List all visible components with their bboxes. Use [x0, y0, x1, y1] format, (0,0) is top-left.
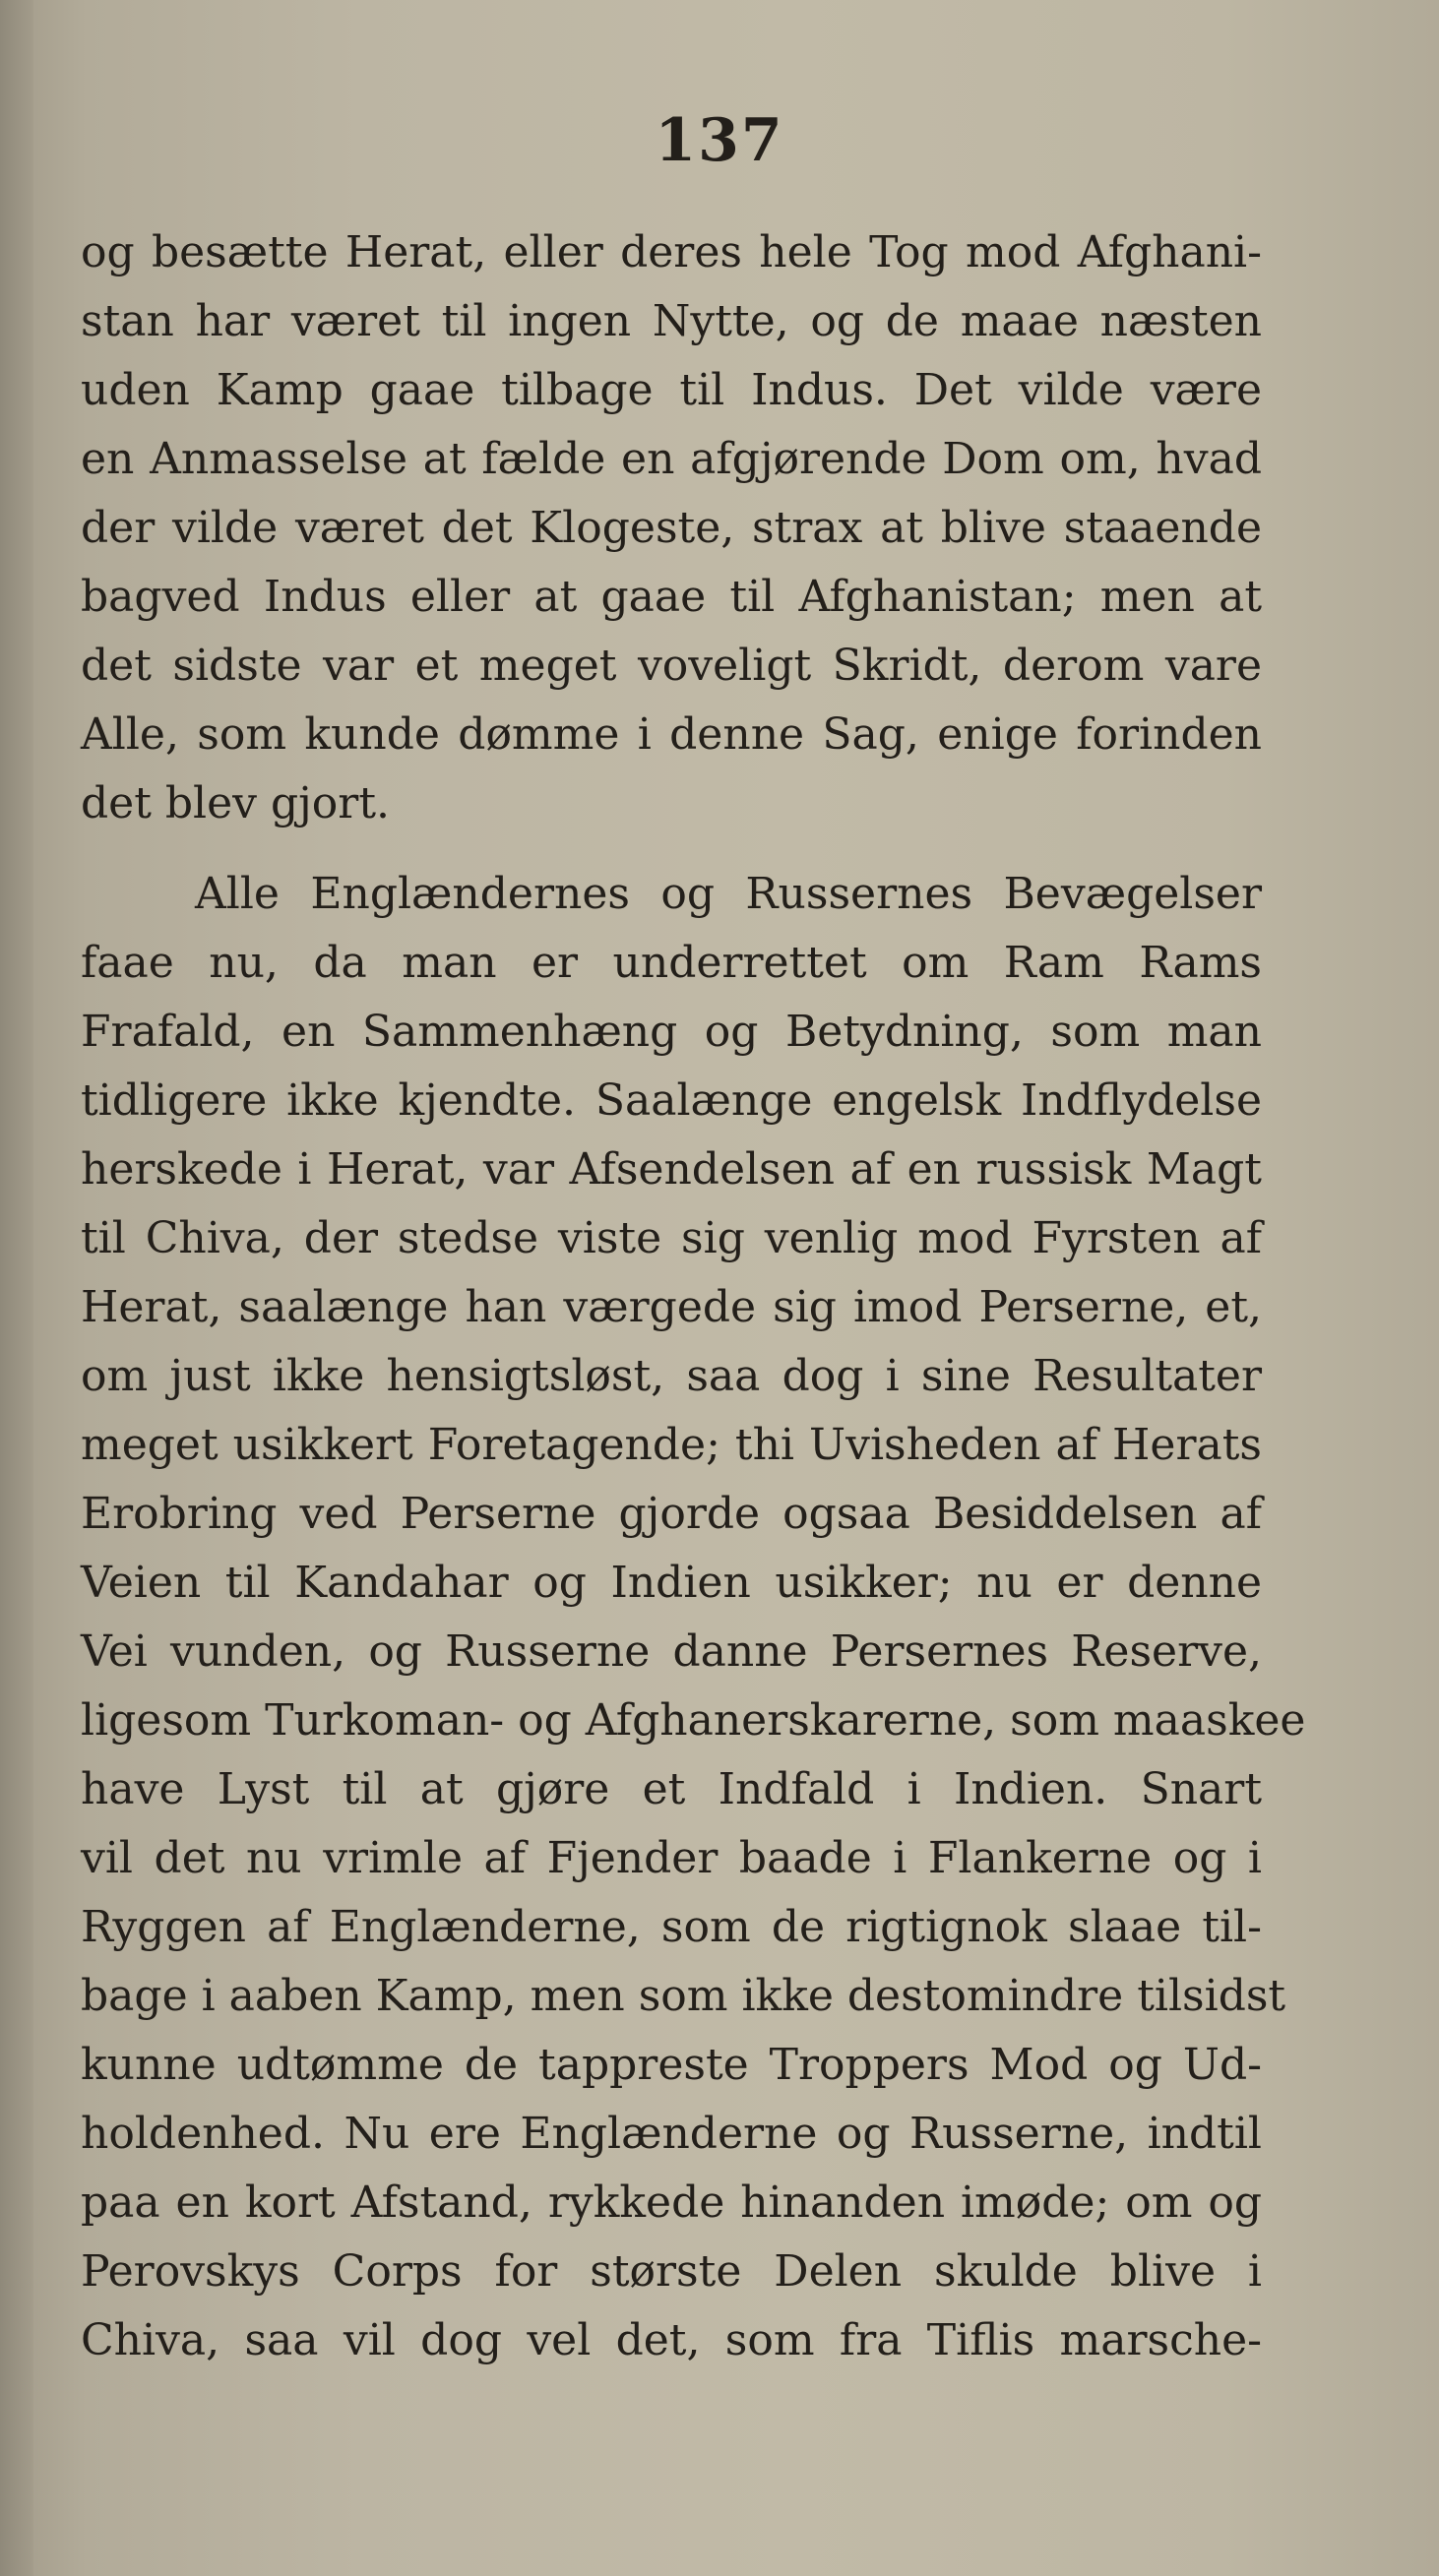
paragraph-gap: [81, 838, 1262, 860]
text-line: Chiva, saa vil dog vel det, som fra Tiflis marsche-: [81, 2315, 1262, 2365]
text-line: Veien til Kandahar og Indien usikker; nu er denne: [81, 1558, 1262, 1608]
text-line: Alle, som kunde dømme i denne Sag, enige forinden: [81, 709, 1262, 760]
text-line: stan har været til ingen Nytte, og de maae næsten: [81, 296, 1262, 346]
text-line: ligesom Turkoman- og Afghanerskarerne, som maaskee: [81, 1695, 1306, 1746]
text-line: det sidste var et meget voveligt Skridt, derom vare: [81, 641, 1262, 691]
text-line: paa en kort Afstand, rykkede hinanden imøde; om og: [81, 2177, 1262, 2228]
text-line: herskede i Herat, var Afsendelsen af en russisk Magt: [81, 1144, 1262, 1195]
text-line: og besætte Herat, eller deres hele Tog mod Afghani-: [81, 227, 1262, 277]
body-text: [81, 218, 1306, 2375]
text-line: faae nu, da man er underrettet om Ram Rams: [81, 938, 1262, 988]
text-line: Ryggen af Englænderne, som de rigtignok slaae til-: [81, 1902, 1262, 1952]
page-binding-edge: [0, 0, 33, 2576]
text-line: meget usikkert Foretagende; thi Uvisheden af Herats: [81, 1420, 1262, 1470]
text-line: Herat, saalænge han værgede sig imod Perserne, et,: [81, 1282, 1262, 1332]
text-line: der vilde været det Klogeste, strax at blive staaende: [81, 503, 1262, 553]
text-line: Perovskys Corps for største Delen skulde blive i: [81, 2246, 1262, 2297]
text-line: Frafald, en Sammenhæng og Betydning, som man: [81, 1007, 1262, 1057]
paragraph-1: [81, 218, 1262, 838]
paragraph-2: [81, 860, 1306, 2375]
text-line: holdenhed. Nu ere Englænderne og Russerne, indtil: [81, 2109, 1262, 2159]
text-line: Alle Englændernes og Russernes Bevægelser: [195, 869, 1262, 919]
text-line: vil det nu vrimle af Fjender baade i Flankerne og i: [81, 1833, 1262, 1883]
text-line: til Chiva, der stedse viste sig venlig mod Fyrsten af: [81, 1213, 1262, 1263]
text-line: en Anmasselse at fælde en afgjørende Dom om, hvad: [81, 434, 1262, 484]
text-line: tidligere ikke kjendte. Saalænge engelsk Indflydelse: [81, 1075, 1262, 1126]
text-line: Erobring ved Perserne gjorde ogsaa Besiddelsen af: [81, 1489, 1262, 1539]
text-line: bagved Indus eller at gaae til Afghanistan; men at: [81, 572, 1262, 622]
text-line: kunne udtømme de tappreste Troppers Mod og Ud-: [81, 2040, 1262, 2090]
text-line: om just ikke hensigtsløst, saa dog i sine Resultater: [81, 1351, 1262, 1401]
page-number: 137: [655, 106, 784, 175]
text-line: bage i aaben Kamp, men som ikke destomindre tilsidst: [81, 1971, 1286, 2021]
text-line: det blev gjort.: [81, 778, 390, 828]
text-line: Vei vunden, og Russerne danne Persernes Reserve,: [81, 1626, 1262, 1677]
text-line: have Lyst til at gjøre et Indfald i Indien. Snart: [81, 1764, 1262, 1814]
text-line: uden Kamp gaae tilbage til Indus. Det vilde være: [81, 365, 1262, 415]
